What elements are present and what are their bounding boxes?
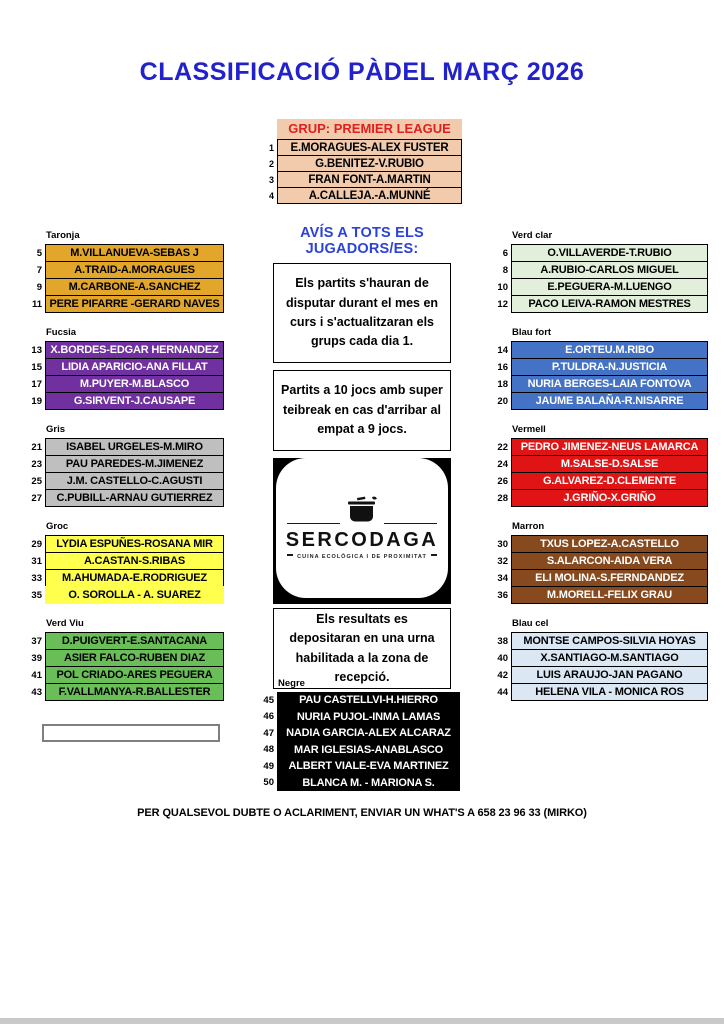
group-label: Groc	[46, 521, 69, 532]
group-rows	[260, 692, 460, 791]
team-name: FRAN FONT-A.MARTIN	[277, 171, 462, 188]
team-row	[494, 569, 708, 587]
row-number: 47	[263, 727, 274, 739]
team-name: J.GRIÑO-X.GRIÑO	[511, 489, 708, 507]
row-number: 17	[31, 378, 42, 390]
team-name: A.CALLEJA.-A.MUNNÉ	[277, 187, 462, 204]
team-name: E.MORAGUES-ALEX FUSTER	[277, 139, 462, 156]
team-row	[28, 375, 224, 393]
notice-box-rules: Partits a 10 jocs amb super teibreak en cas d'arribar al empat a 9 jocs.	[273, 370, 451, 451]
group-rows	[28, 341, 224, 410]
team-row	[262, 139, 462, 156]
logo-divider-left	[287, 523, 340, 525]
row-number: 29	[31, 538, 42, 550]
group-blau-fort	[494, 328, 708, 410]
team-row	[28, 586, 224, 604]
row-number: 18	[497, 378, 508, 390]
row-number: 25	[31, 475, 42, 487]
team-row	[28, 278, 224, 296]
left-groups-column	[28, 231, 224, 716]
row-number: 49	[263, 760, 274, 772]
team-name: M.CARBONE-A.SANCHEZ	[45, 278, 224, 296]
row-number: 39	[31, 652, 42, 664]
team-row	[494, 295, 708, 313]
row-number: 11	[31, 298, 42, 310]
row-number: 22	[497, 441, 508, 453]
team-row	[494, 341, 708, 359]
team-row	[260, 742, 460, 759]
team-name: G.ALVAREZ-D.CLEMENTE	[511, 472, 708, 490]
team-row	[28, 472, 224, 490]
team-name: M.VILLANUEVA-SEBAS J	[45, 244, 224, 262]
notice-box-schedule: Els partits s'hauran de disputar durant el mes en curs i s'actualitzaran els grups cada dia 1.	[273, 263, 451, 363]
team-name: G.SIRVENT-J.CAUSAPE	[45, 392, 224, 410]
row-number: 46	[263, 711, 274, 723]
team-row	[494, 683, 708, 701]
row-number: 1	[268, 142, 274, 153]
group-label: Blau cel	[512, 618, 549, 629]
team-row	[494, 244, 708, 262]
group-rows	[28, 244, 224, 313]
team-name: J.M. CASTELLO-C.AGUSTI	[45, 472, 224, 490]
sponsor-name: SERCODAGA	[285, 529, 439, 551]
team-row	[28, 535, 224, 553]
team-row	[494, 261, 708, 279]
team-row	[28, 489, 224, 507]
group-vermell	[494, 425, 708, 507]
group-label: Negre	[278, 678, 305, 689]
empty-entry-box	[42, 724, 220, 742]
team-name: BLANCA M. - MARIONA S.	[277, 775, 460, 792]
notice-header: AVÍS A TOTS ELS JUGADORS/ES:	[300, 225, 424, 257]
group-rows	[28, 535, 224, 604]
page-title: CLASSIFICACIÓ PÀDEL MARÇ 2026	[139, 58, 585, 86]
row-number: 36	[497, 589, 508, 601]
row-number: 37	[31, 635, 42, 647]
team-row	[28, 569, 224, 587]
team-name: PERE PIFARRE -GERARD NAVES	[45, 295, 224, 313]
right-groups-column	[494, 231, 708, 716]
group-label: Blau fort	[512, 327, 552, 338]
notice-box-results: Els resultats es depositaran en una urna habilitada a la zona de recepció.	[273, 608, 451, 689]
row-number: 41	[31, 669, 42, 681]
row-number: 31	[31, 555, 42, 567]
group-rows	[262, 139, 462, 204]
logo-tagline-row	[287, 554, 437, 560]
group-label: Fucsia	[46, 327, 77, 338]
group-label: Gris	[46, 424, 66, 435]
team-name: POL CRIADO-ARES PEGUERA	[45, 666, 224, 684]
team-name: M.SALSE-D.SALSE	[511, 455, 708, 473]
team-row	[494, 358, 708, 376]
team-row	[28, 552, 224, 570]
team-name: M.MORELL-FELIX GRAU	[511, 586, 708, 604]
row-number: 27	[31, 492, 42, 504]
team-row	[494, 666, 708, 684]
row-number: 9	[36, 281, 42, 293]
row-number: 48	[263, 744, 274, 756]
group-gris	[28, 425, 224, 507]
team-row	[494, 535, 708, 553]
notices-column	[250, 225, 474, 696]
team-name: JAUME BALAÑA-R.NISARRE	[511, 392, 708, 410]
tagline-divider-right	[431, 554, 437, 556]
logo-pot-row	[287, 496, 437, 528]
group-label: Taronja	[46, 230, 80, 241]
team-row	[494, 438, 708, 456]
row-number: 3	[268, 174, 274, 185]
team-name: TXUS LOPEZ-A.CASTELLO	[511, 535, 708, 553]
team-name: F.VALLMANYA-R.BALLESTER	[45, 683, 224, 701]
row-number: 15	[31, 361, 42, 373]
row-number: 10	[497, 281, 508, 293]
team-name: G.BENITEZ-V.RUBIO	[277, 155, 462, 172]
team-name: PAU CASTELLVI-H.HIERRO	[277, 692, 460, 709]
row-number: 23	[31, 458, 42, 470]
team-row	[260, 758, 460, 775]
row-number: 40	[497, 652, 508, 664]
team-name: M.AHUMADA-E.RODRIGUEZ	[45, 569, 224, 587]
team-row	[28, 261, 224, 279]
team-name: ELI MOLINA-S.FERNDANDEZ	[511, 569, 708, 587]
row-number: 5	[36, 247, 42, 259]
team-name: PACO LEIVA-RAMON MESTRES	[511, 295, 708, 313]
group-rows	[494, 535, 708, 604]
team-name: LUIS ARAUJO-JAN PAGANO	[511, 666, 708, 684]
team-name: A.RUBIO-CARLOS MIGUEL	[511, 261, 708, 279]
team-name: MONTSE CAMPOS-SILVIA HOYAS	[511, 632, 708, 650]
team-row	[494, 489, 708, 507]
group-blau-cel	[494, 619, 708, 701]
group-verd-viu	[28, 619, 224, 701]
team-name: D.PUIGVERT-E.SANTACANA	[45, 632, 224, 650]
team-name: LIDIA APARICIO-ANA FILLAT	[45, 358, 224, 376]
team-row	[28, 358, 224, 376]
sponsor-tagline: CUINA ECOLÒGICA I DE PROXIMITAT	[297, 554, 427, 560]
team-name: HELENA VILA - MONICA ROS	[511, 683, 708, 701]
team-name: ASIER FALCO-RUBEN DIAZ	[45, 649, 224, 667]
row-number: 21	[31, 441, 42, 453]
premier-league-rows	[262, 139, 462, 204]
group-marron	[494, 522, 708, 604]
team-row	[28, 244, 224, 262]
sponsor-logo	[273, 458, 451, 604]
group-rows	[494, 341, 708, 410]
team-row	[494, 649, 708, 667]
row-number: 6	[502, 247, 508, 259]
team-row	[28, 632, 224, 650]
team-row	[28, 438, 224, 456]
group-fucsia	[28, 328, 224, 410]
group-groc	[28, 522, 224, 604]
row-number: 35	[31, 589, 42, 601]
team-row	[260, 709, 460, 726]
team-name: A.CASTAN-S.RIBAS	[45, 552, 224, 570]
group-label: Marron	[512, 521, 545, 532]
team-row	[494, 586, 708, 604]
row-number: 42	[497, 669, 508, 681]
row-number: 24	[497, 458, 508, 470]
team-name: PEDRO JIMENEZ-NEUS LAMARCA	[511, 438, 708, 456]
row-number: 7	[36, 264, 42, 276]
team-name: X.BORDES-EDGAR HERNANDEZ	[45, 341, 224, 359]
team-row	[260, 692, 460, 709]
row-number: 44	[497, 686, 508, 698]
team-row	[28, 392, 224, 410]
team-name: NURIA PUJOL-INMA LAMAS	[277, 709, 460, 726]
row-number: 34	[497, 572, 508, 584]
group-rows	[28, 438, 224, 507]
team-row	[494, 552, 708, 570]
team-name: C.PUBILL-ARNAU GUTIERREZ	[45, 489, 224, 507]
team-name: PAU PAREDES-M.JIMENEZ	[45, 455, 224, 473]
team-name: O. SOROLLA - A. SUAREZ	[45, 586, 224, 604]
row-number: 19	[31, 395, 42, 407]
team-row	[260, 775, 460, 792]
team-name: P.TULDRA-N.JUSTICIA	[511, 358, 708, 376]
team-row	[494, 472, 708, 490]
team-row	[28, 295, 224, 313]
team-row	[28, 341, 224, 359]
row-number: 33	[31, 572, 42, 584]
team-name: LYDIA ESPUÑES-ROSANA MIR	[45, 535, 224, 553]
team-name: X.SANTIAGO-M.SANTIAGO	[511, 649, 708, 667]
team-name: A.TRAID-A.MORAGUES	[45, 261, 224, 279]
team-row	[262, 155, 462, 172]
row-number: 20	[497, 395, 508, 407]
group-label: Vermell	[512, 424, 546, 435]
group-label: Verd Viu	[46, 618, 84, 629]
premier-league-header: GRUP: PREMIER LEAGUE	[277, 119, 462, 139]
row-number: 28	[497, 492, 508, 504]
footer-contact-note: PER QUALSEVOL DUBTE O ACLARIMENT, ENVIAR UN WHAT'S A 658 23 96 33 (MIRKO)	[137, 807, 587, 819]
team-row	[260, 725, 460, 742]
cooking-pot-icon	[340, 496, 384, 528]
row-number: 26	[497, 475, 508, 487]
row-number: 8	[502, 264, 508, 276]
row-number: 50	[263, 777, 274, 789]
row-number: 30	[497, 538, 508, 550]
team-name: E.ORTEU.M.RIBO	[511, 341, 708, 359]
group-rows	[494, 244, 708, 313]
row-number: 32	[497, 555, 508, 567]
row-number: 16	[497, 361, 508, 373]
row-number: 45	[263, 694, 274, 706]
row-number: 13	[31, 344, 42, 356]
negre-group-area	[260, 679, 460, 791]
team-name: MAR IGLESIAS-ANABLASCO	[277, 742, 460, 759]
logo-divider-right	[384, 523, 437, 525]
team-row	[262, 171, 462, 188]
team-name: ALBERT VIALE-EVA MARTINEZ	[277, 758, 460, 775]
group-label: Verd clar	[512, 230, 553, 241]
team-row	[28, 455, 224, 473]
team-name: E.PEGUERA-M.LUENGO	[511, 278, 708, 296]
team-name: S.ALARCON-AIDA VERA	[511, 552, 708, 570]
row-number: 43	[31, 686, 42, 698]
row-number: 12	[497, 298, 508, 310]
row-number: 2	[268, 158, 274, 169]
team-row	[494, 375, 708, 393]
team-row	[28, 666, 224, 684]
team-row	[494, 392, 708, 410]
team-name: NURIA BERGES-LAIA FONTOVA	[511, 375, 708, 393]
team-row	[262, 187, 462, 204]
team-row	[494, 455, 708, 473]
team-row	[28, 683, 224, 701]
team-row	[494, 278, 708, 296]
group-verd-clar	[494, 231, 708, 313]
group-rows	[494, 438, 708, 507]
group-rows	[494, 632, 708, 701]
team-row	[494, 632, 708, 650]
row-number: 38	[497, 635, 508, 647]
row-number: 4	[268, 190, 274, 201]
team-row	[28, 649, 224, 667]
team-name: NADIA GARCIA-ALEX ALCARAZ	[277, 725, 460, 742]
group-rows	[28, 632, 224, 701]
team-name: O.VILLAVERDE-T.RUBIO	[511, 244, 708, 262]
group-taronja	[28, 231, 224, 313]
row-number: 14	[497, 344, 508, 356]
team-name: M.PUYER-M.BLASCO	[45, 375, 224, 393]
group-negre	[260, 679, 460, 791]
sponsor-logo-inner	[276, 458, 448, 598]
group-premier-league	[262, 119, 462, 204]
team-name: ISABEL URGELES-M.MIRO	[45, 438, 224, 456]
